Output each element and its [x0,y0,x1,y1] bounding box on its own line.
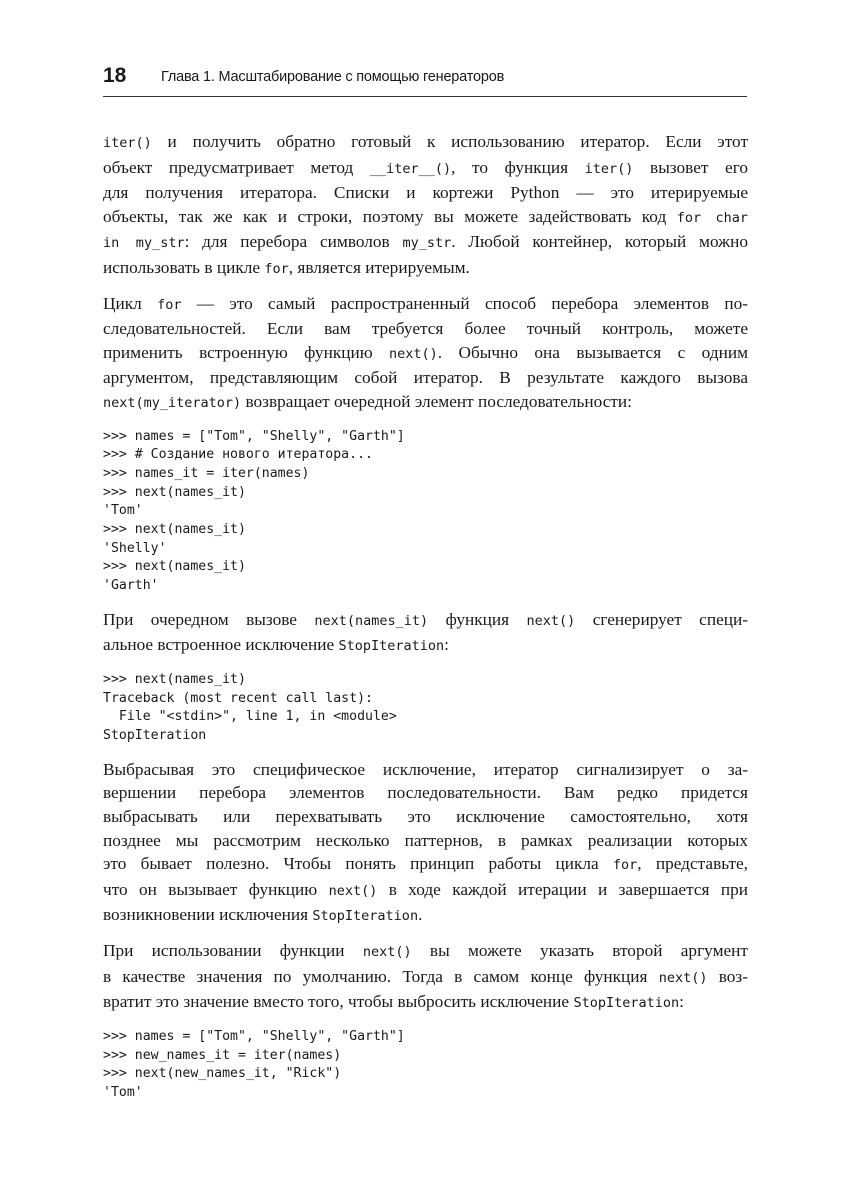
text: это бывает полезно. Чтобы понять принцип работы цикла [103,854,613,874]
code-line: >>> names_it = iter(names) [103,465,310,481]
inline-code: iter() [103,135,152,151]
text: При очередном вызове [103,609,315,629]
page-body [103,130,748,1115]
inline-code: iter() [584,160,634,177]
inline-code: next(names_it) [314,612,429,629]
text: вратит это значение вместо того, чтобы выбросить исключение [103,992,574,1012]
inline-code: for char [676,209,748,226]
inline-code: for [264,260,289,277]
text: объекты, так же как и строки, поэтому вы можете задействовать код [103,206,677,226]
text: применить встроенную функцию [103,342,390,362]
paragraph-4 [103,758,748,929]
text: функция [428,609,527,629]
text: объект предусматривает метод [103,157,370,177]
page-number: 18 [103,64,127,87]
text: : [679,992,684,1012]
code-line: >>> new_names_it = iter(names) [103,1047,342,1063]
inline-code: next() [389,345,438,362]
text: альное встроенное исключение [103,635,339,655]
text: : [444,635,449,655]
text: воз- [707,966,748,986]
page-header [103,62,747,97]
inline-code: StopIteration [312,908,419,925]
inline-code: StopIteration [338,638,445,655]
text: : для перебора символов [184,232,403,252]
inline-code: next(my_iterator) [103,394,242,411]
paragraph-5 [103,939,748,1016]
code-line: >>> next(new_names_it, "Rick") [103,1066,342,1082]
code-line: 'Tom' [103,503,143,519]
text-line: вершении перебора элементов последовательности. Вам редко придется [103,783,748,803]
text: в ходе каждой итерации и завершается при [377,879,748,899]
text: . Любой контейнер, который можно [451,232,748,252]
code-line: >>> next(names_it) [103,522,246,538]
inline-code: next() [526,612,576,629]
text-line: выбрасывать или перехватывать это исключение самостоятельно, хотя [103,807,748,827]
text: и получить обратно готовый к использованию итератор. Если этот [151,132,748,151]
code-line: StopIteration [103,728,207,744]
text-line: для получения итератора. Списки и кортежи Python — это итерируемые [103,183,748,203]
text: что он вызывает функцию [103,879,329,899]
text-line: следовательностей. Если вам требуется более точный контроль, можете [103,319,748,339]
inline-code: in my_str [103,235,185,252]
chapter-title: Глава 1. Масштабирование с помощью генераторов [161,69,505,85]
text: , является итерируемым. [288,257,470,277]
paragraph-3 [103,608,748,659]
text: сгенерирует специ- [575,609,748,629]
text: Цикл [103,293,158,313]
code-line: 'Tom' [103,1084,143,1100]
text: использовать в цикле [103,257,265,277]
text: При использовании функции [103,941,363,961]
inline-code: for [612,857,638,874]
code-block-1 [103,428,748,596]
paragraph-1 [103,130,748,282]
inline-code: StopIteration [573,995,680,1012]
code-line: 'Garth' [103,578,159,594]
text-line: аргументом, представляющим собой итератор. В результате каждого вызова [103,368,748,388]
text: возвращает очередной элемент последовательности: [241,391,632,411]
code-line: 'Shelly' [103,540,167,556]
inline-code: for [157,296,182,313]
text: , то функция [451,157,585,177]
code-line: >>> names = ["Tom", "Shelly", "Garth"] [103,1028,405,1044]
code-block-2 [103,671,748,746]
code-line: Traceback (most recent call last): [103,690,373,706]
text: . [418,905,423,925]
inline-code: my_str [402,235,452,252]
text: вызовет его [633,157,748,177]
text: — это самый распространенный способ перебора элементов по- [181,293,748,313]
inline-code: __iter__() [369,160,452,177]
text: , представьте, [637,854,748,874]
inline-code: next() [658,969,708,986]
code-line: >>> names = ["Tom", "Shelly", "Garth"] [103,428,405,444]
code-line: >>> next(names_it) [103,484,246,500]
paragraph-2 [103,292,748,416]
code-line: >>> # Создание нового итератора... [103,447,373,463]
text-line: позднее мы рассмотрим несколько паттернов, в рамках реализации которых [103,830,748,850]
text-line: Выбрасывая это специфическое исключение, итератор сигнализирует о за- [103,759,748,779]
code-line: >>> next(names_it) [103,559,246,575]
code-block-3 [103,1028,748,1103]
text: . Обычно она вызывается с одним [437,342,749,362]
text: вы можете указать второй аргумент [411,941,748,961]
text: в качестве значения по умолчанию. Тогда в самом конце функция [103,966,659,986]
code-line: File "<stdin>", line 1, in <module> [103,709,397,725]
text: возникновении исключения [103,905,313,925]
inline-code: next() [362,944,412,961]
inline-code: next() [328,882,378,899]
code-line: >>> next(names_it) [103,672,246,688]
